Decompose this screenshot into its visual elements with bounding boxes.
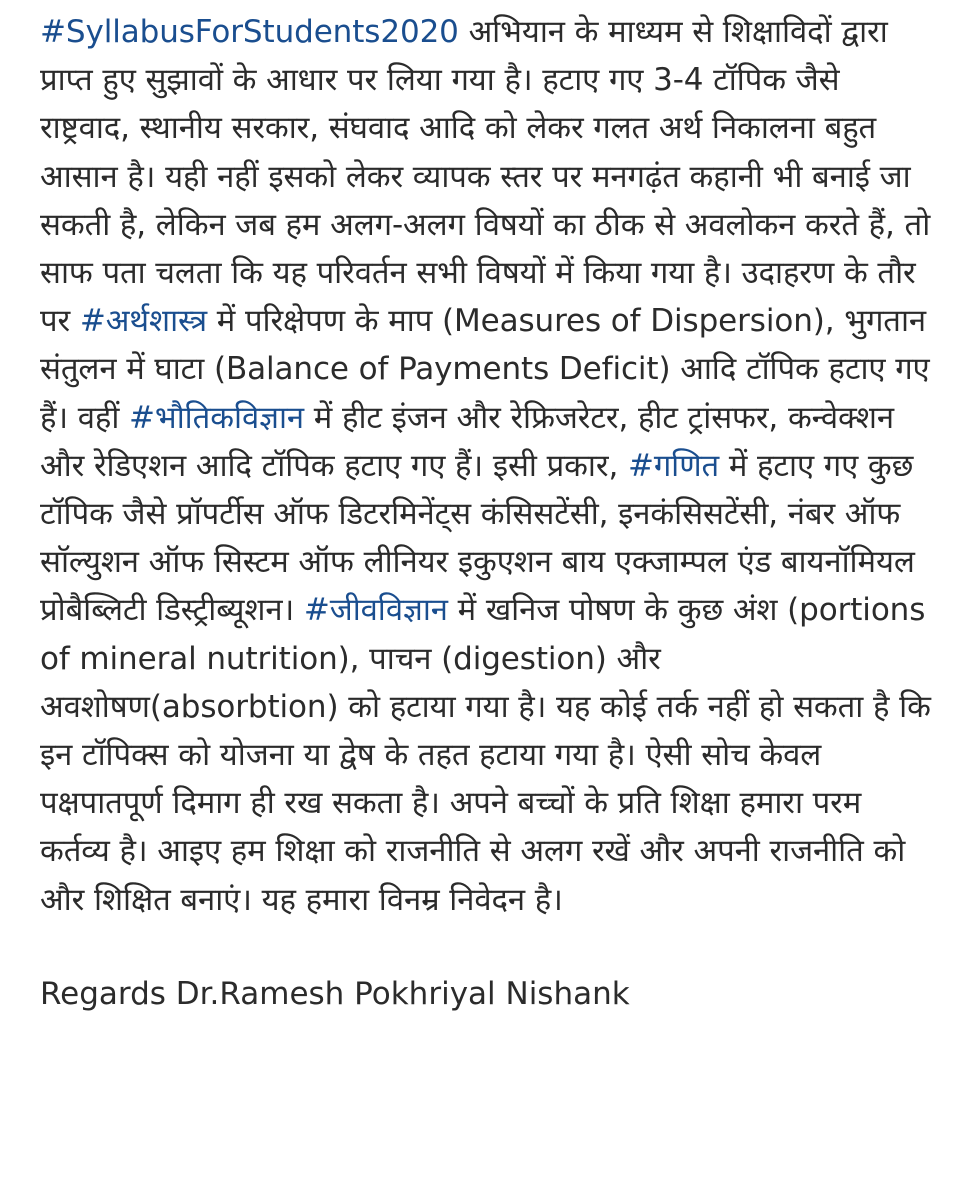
body-text-2: में परिक्षेपण के माप (Measures of Dispersion), भुगतान संतुलन में घाटा (Balance of Payments Deficit) आदि टॉपिक हटाए गए हैं। वहीं (40, 303, 930, 436)
body-text-1: अभियान के माध्यम से शिक्षाविदों द्वारा प्राप्त हुए सुझावों के आधार पर लिया गया है। हटाए गए 3-4 टॉपिक जैसे राष्ट्रवाद, स्थानीय सरकार, संघवाद आदि को लेकर गलत अर्थ निकालना बहुत आसान है। यही नहीं इसको लेकर व्यापक स्तर पर मनगढ़ंत कहानी भी बनाई जा सकती है, लेकिन जब हम अलग-अलग विषयों का ठीक से अवलोकन करते हैं, तो साफ पता चलता कि यह परिवर्तन सभी विषयों में किया गया है। उदाहरण के तौर पर (40, 14, 931, 340)
hashtag-arthashastra[interactable]: #अर्थशास्त्र (79, 303, 207, 340)
hashtag-jeevvigyan[interactable]: #जीवविज्ञान (303, 592, 448, 629)
signature: Regards Dr.Ramesh Pokhriyal Nishank (40, 975, 630, 1012)
hashtag-ganit[interactable]: #गणित (627, 447, 720, 484)
hashtag-bhautikvigyan[interactable]: #भौतिकविज्ञान (129, 399, 305, 436)
body-text-4: में हटाए गए कुछ टॉपिक जैसे प्रॉपर्टीस ऑफ डिटरमिनेंट्स कंसिसटेंसी, इनकंसिसटेंसी, नंबर ऑफ सॉल्युशन ऑफ सिस्टम ऑफ लीनियर इकुएशन बाय एक्जाम्पल एंड बायनॉमियल प्रोबैब्लिटी डिस्ट्रीब्यूशन। (40, 447, 915, 629)
post-body (40, 8, 939, 924)
hashtag-syllabus-for-students-2020[interactable]: #SyllabusForStudents2020 (40, 14, 459, 50)
body-text-3: में हीट इंजन और रेफ्रिजरेटर, हीट ट्रांसफर, कन्वेक्शन और रेडिएशन आदि टॉपिक हटाए गए हैं। इसी प्रकार, (40, 399, 895, 484)
body-text-5: में खनिज पोषण के कुछ अंश (portions of mineral nutrition), पाचन (digestion) और अवशोषण(absorbtion) को हटाया गया है। यह कोई तर्क नहीं हो सकता है कि इन टॉपिक्स को योजना या द्वेष के तहत हटाया गया है। ऐसी सोच केवल पक्षपातपूर्ण दिमाग ही रख सकता है। अपने बच्चों के प्रति शिक्षा हमारा परम कर्तव्य है। आइए हम शिक्षा को राजनीति से अलग रखें और अपनी राजनीति को और शिक्षित बनाएं। यह हमारा विनम्र निवेदन है। (40, 592, 931, 918)
